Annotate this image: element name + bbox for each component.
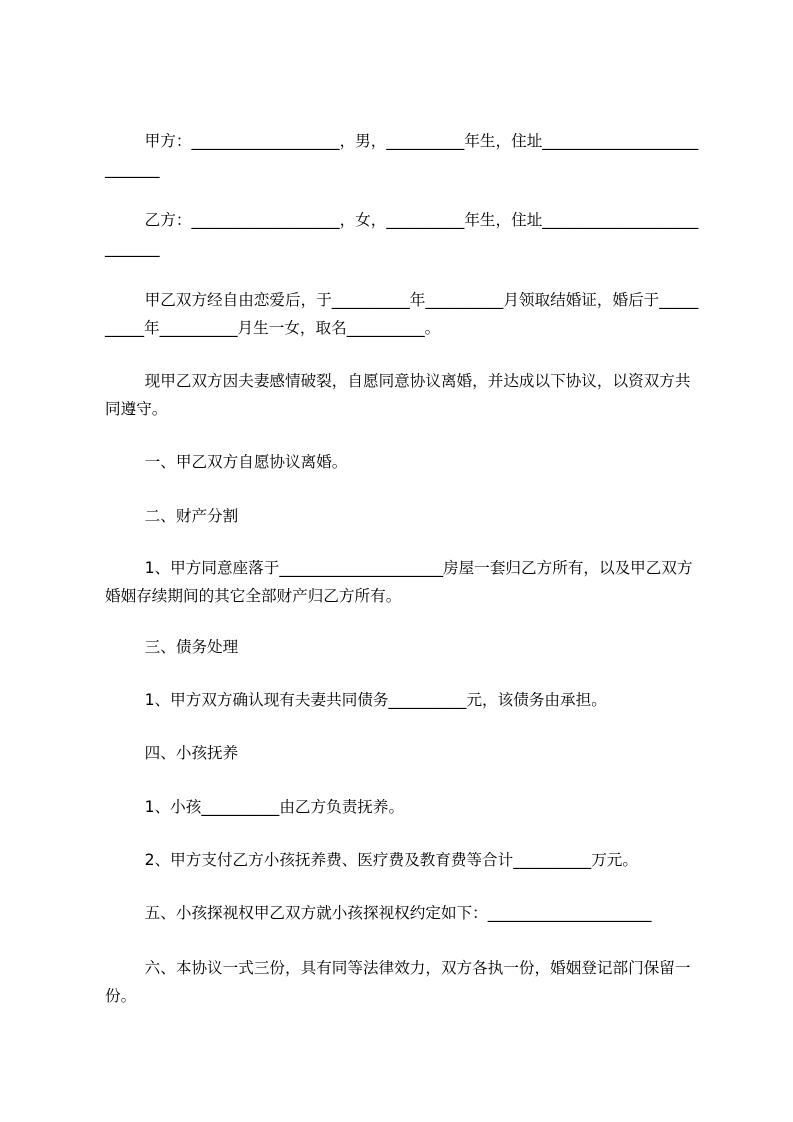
clause-6-copies: 六、本协议一式三份，具有同等法律效力，双方各执一份，婚姻登记部门保留一份。 [105,959,691,1005]
clause-2-1-property: 1、甲方同意座落于_____________________房屋一套归乙方所有，以及甲乙双方婚姻存续期间的其它全部财产归乙方所有。 [105,559,693,605]
marriage-info-paragraph: 甲乙双方经自由恋爱后，于__________年__________月领取结婚证，婚后于__________年__________月生一女，取名__________。 [105,291,699,337]
party-a-line: 甲方：___________________，男，__________年生，住址___________________________ [105,132,699,178]
clause-5-visitation: 五、小孩探视权甲乙双方就小孩探视权约定如下：_____________________ [105,904,652,922]
clause-4-heading: 四、小孩抚养 [105,744,239,762]
clause-3-heading: 三、债务处理 [105,638,239,656]
clause-4-2-support: 2、甲方支付乙方小孩抚养费、医疗费及教育费等合计__________万元。 [105,851,638,869]
clause-2-heading: 二、财产分割 [105,507,239,525]
preamble-paragraph: 现甲乙双方因夫妻感情破裂，自愿同意协议离婚，并达成以下协议，以资双方共同遵守。 [105,372,691,418]
party-b-line: 乙方：___________________，女，__________年生，住址___________________________ [105,211,699,257]
clause-4-1-custody: 1、小孩__________由乙方负责抚养。 [105,798,405,816]
clause-1-divorce: 一、甲乙双方自愿协议离婚。 [105,453,348,471]
clause-3-1-debt: 1、甲方双方确认现有夫妻共同债务__________元，该债务由承担。 [105,691,607,709]
